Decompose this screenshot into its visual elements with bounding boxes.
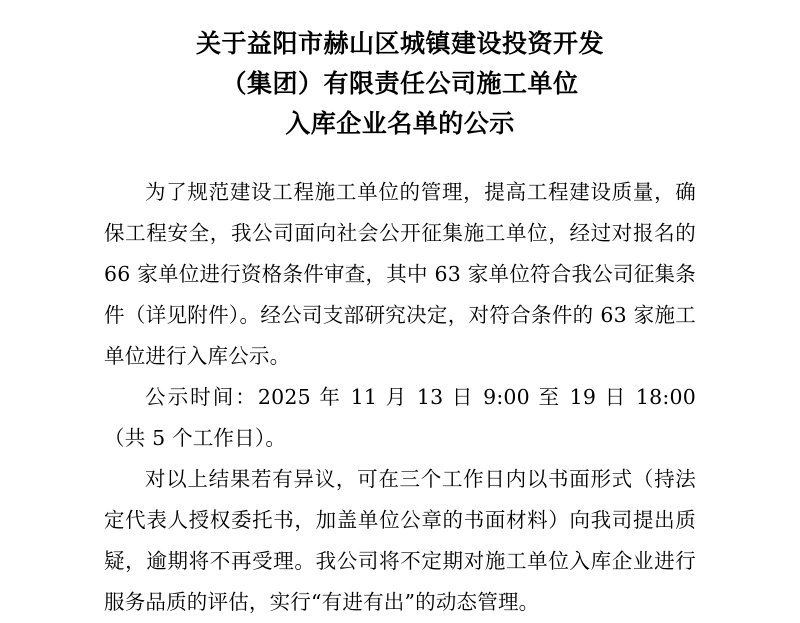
paragraph-2: 公示时间：2025 年 11 月 13 日 9:00 至 19 日 18:00（共 5 个工作日）。: [104, 385, 696, 450]
page-title-line-3: 入库企业名单的公示: [285, 109, 515, 138]
page-title-line-1: 关于益阳市赫山区城镇建设投资开发: [195, 29, 604, 58]
document-body: [104, 172, 696, 623]
page-title-line-2: （集团）有限责任公司施工单位: [221, 69, 579, 98]
paragraph-3: 对以上结果若有异议，可在三个工作日内以书面形式（持法定代表人授权委托书，加盖单位公章的书面材料）向我司提出质疑，逾期将不再受理。我公司将不定期对施工单位入库企业进行服务品质的评估，实行“有进有出”的动态管理。: [104, 467, 696, 614]
page-title: [104, 18, 696, 144]
paragraph-1: 为了规范建设工程施工单位的管理，提高工程建设质量，确保工程安全，我公司面向社会公开征集施工单位，经过对报名的 66 家单位进行资格条件审查，其中 63 家单位符合我公司征集条件（详见附件）。经公司支部研究决定，对符合条件的 63 家施工单位进行入库公示。: [104, 180, 696, 368]
